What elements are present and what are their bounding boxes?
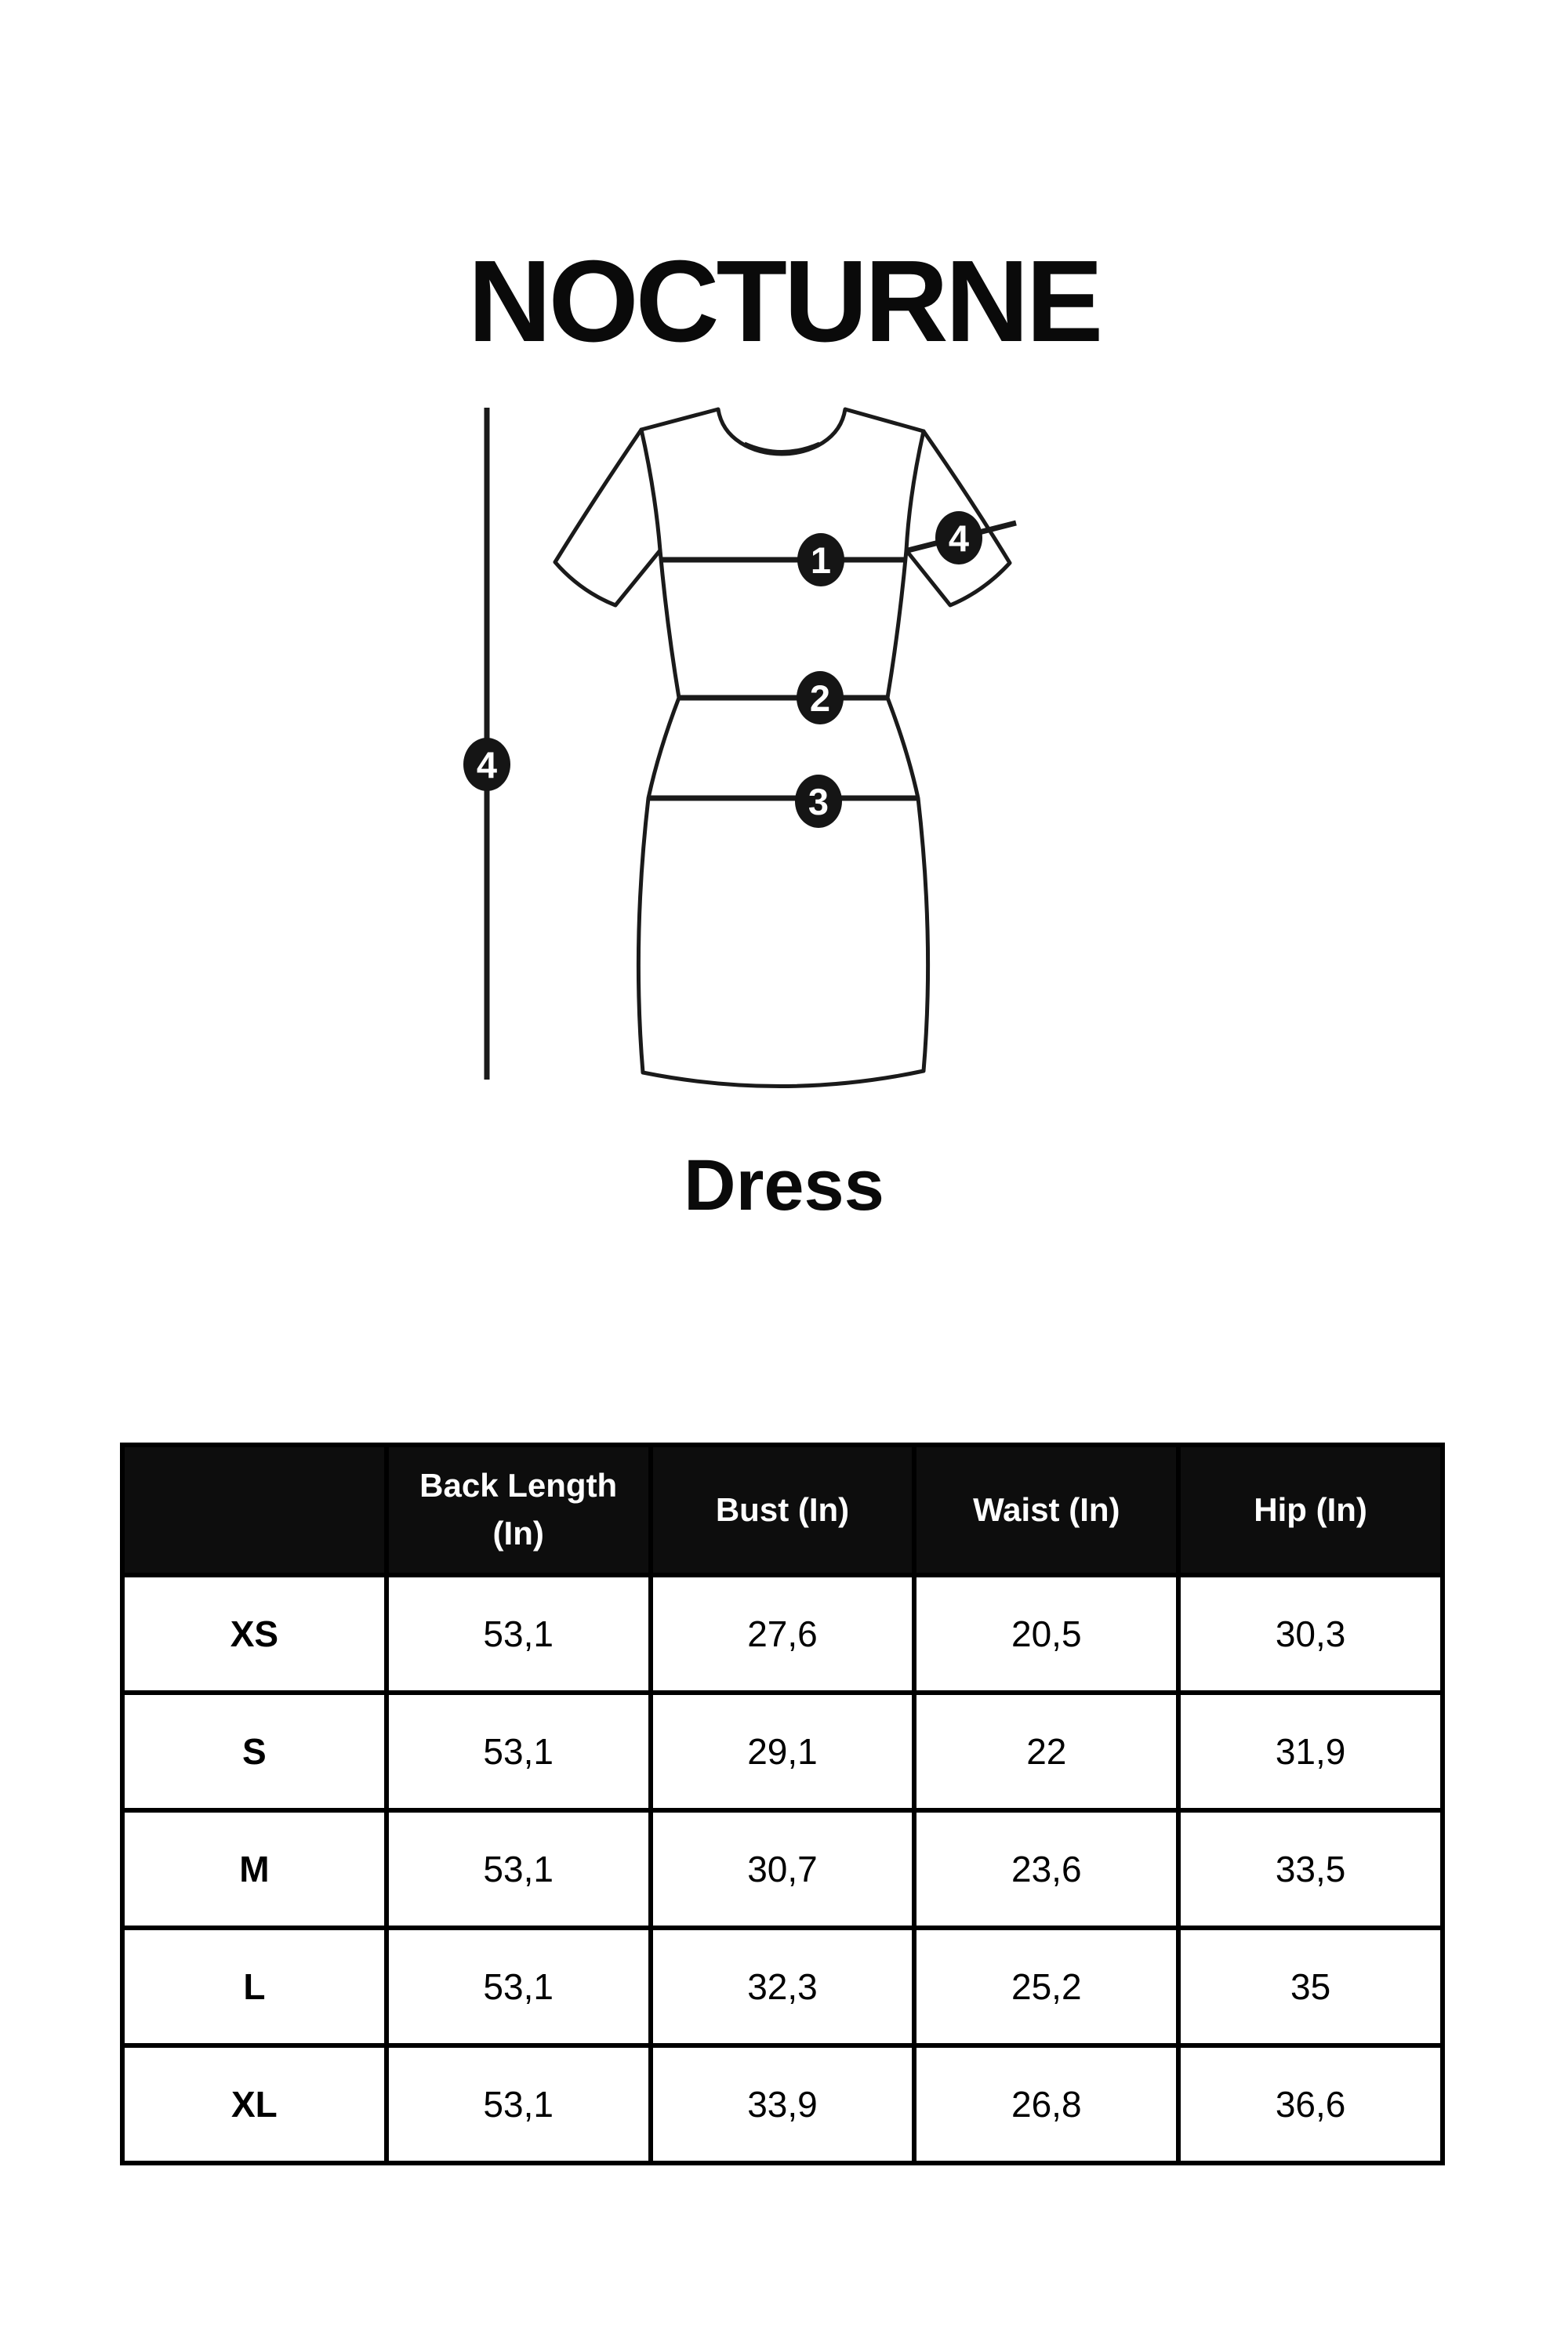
size-label: XL xyxy=(122,2045,387,2163)
size-table xyxy=(120,1443,1445,2165)
header-cell-back-length: Back Length (In) xyxy=(387,1445,651,1575)
size-table-header xyxy=(122,1445,1443,1575)
brand-logo: NOCTURNE xyxy=(467,237,1101,367)
back-length-value: 53,1 xyxy=(387,1928,651,2045)
hip-value: 33,5 xyxy=(1178,1810,1443,1928)
back-length-marker xyxy=(463,738,510,791)
waist-value: 25,2 xyxy=(914,1928,1178,2045)
svg-text:4: 4 xyxy=(476,744,498,786)
bust-value: 30,7 xyxy=(651,1810,915,1928)
hip-value: 36,6 xyxy=(1178,2045,1443,2163)
dress-measurement-diagram xyxy=(439,388,1035,1094)
svg-text:4: 4 xyxy=(948,517,970,559)
waist-marker xyxy=(797,671,844,724)
svg-text:2: 2 xyxy=(809,677,831,719)
bust-value: 33,9 xyxy=(651,2045,915,2163)
header-cell-hip: Hip (In) xyxy=(1178,1445,1443,1575)
bust-value: 32,3 xyxy=(651,1928,915,2045)
size-label: M xyxy=(122,1810,387,1928)
hip-marker xyxy=(795,775,842,828)
back-length-value: 53,1 xyxy=(387,2045,651,2163)
sleeve-marker xyxy=(935,511,982,564)
table-row-l xyxy=(122,1928,1443,2045)
svg-text:1: 1 xyxy=(810,539,832,581)
hip-value: 31,9 xyxy=(1178,1693,1443,1810)
armhole-seams xyxy=(641,430,924,550)
bust-marker xyxy=(797,533,844,586)
table-row-m xyxy=(122,1810,1443,1928)
bust-value: 29,1 xyxy=(651,1693,915,1810)
back-length-value: 53,1 xyxy=(387,1810,651,1928)
bust-value: 27,6 xyxy=(651,1575,915,1693)
size-label: S xyxy=(122,1693,387,1810)
header-cell-bust: Bust (In) xyxy=(651,1445,915,1575)
table-row-xl xyxy=(122,2045,1443,2163)
size-label: XS xyxy=(122,1575,387,1693)
size-label: L xyxy=(122,1928,387,2045)
back-length-value: 53,1 xyxy=(387,1575,651,1693)
header-cell-empty xyxy=(122,1445,387,1575)
waist-value: 23,6 xyxy=(914,1810,1178,1928)
hip-value: 35 xyxy=(1178,1928,1443,2045)
waist-value: 22 xyxy=(914,1693,1178,1810)
table-row-s xyxy=(122,1693,1443,1810)
waist-value: 20,5 xyxy=(914,1575,1178,1693)
diagram-caption: Dress xyxy=(684,1145,884,1225)
waist-value: 26,8 xyxy=(914,2045,1178,2163)
svg-text:3: 3 xyxy=(808,781,829,822)
dress-outline xyxy=(555,409,1010,1087)
header-cell-waist: Waist (In) xyxy=(914,1445,1178,1575)
back-length-value: 53,1 xyxy=(387,1693,651,1810)
table-row-xs xyxy=(122,1575,1443,1693)
hip-value: 30,3 xyxy=(1178,1575,1443,1693)
